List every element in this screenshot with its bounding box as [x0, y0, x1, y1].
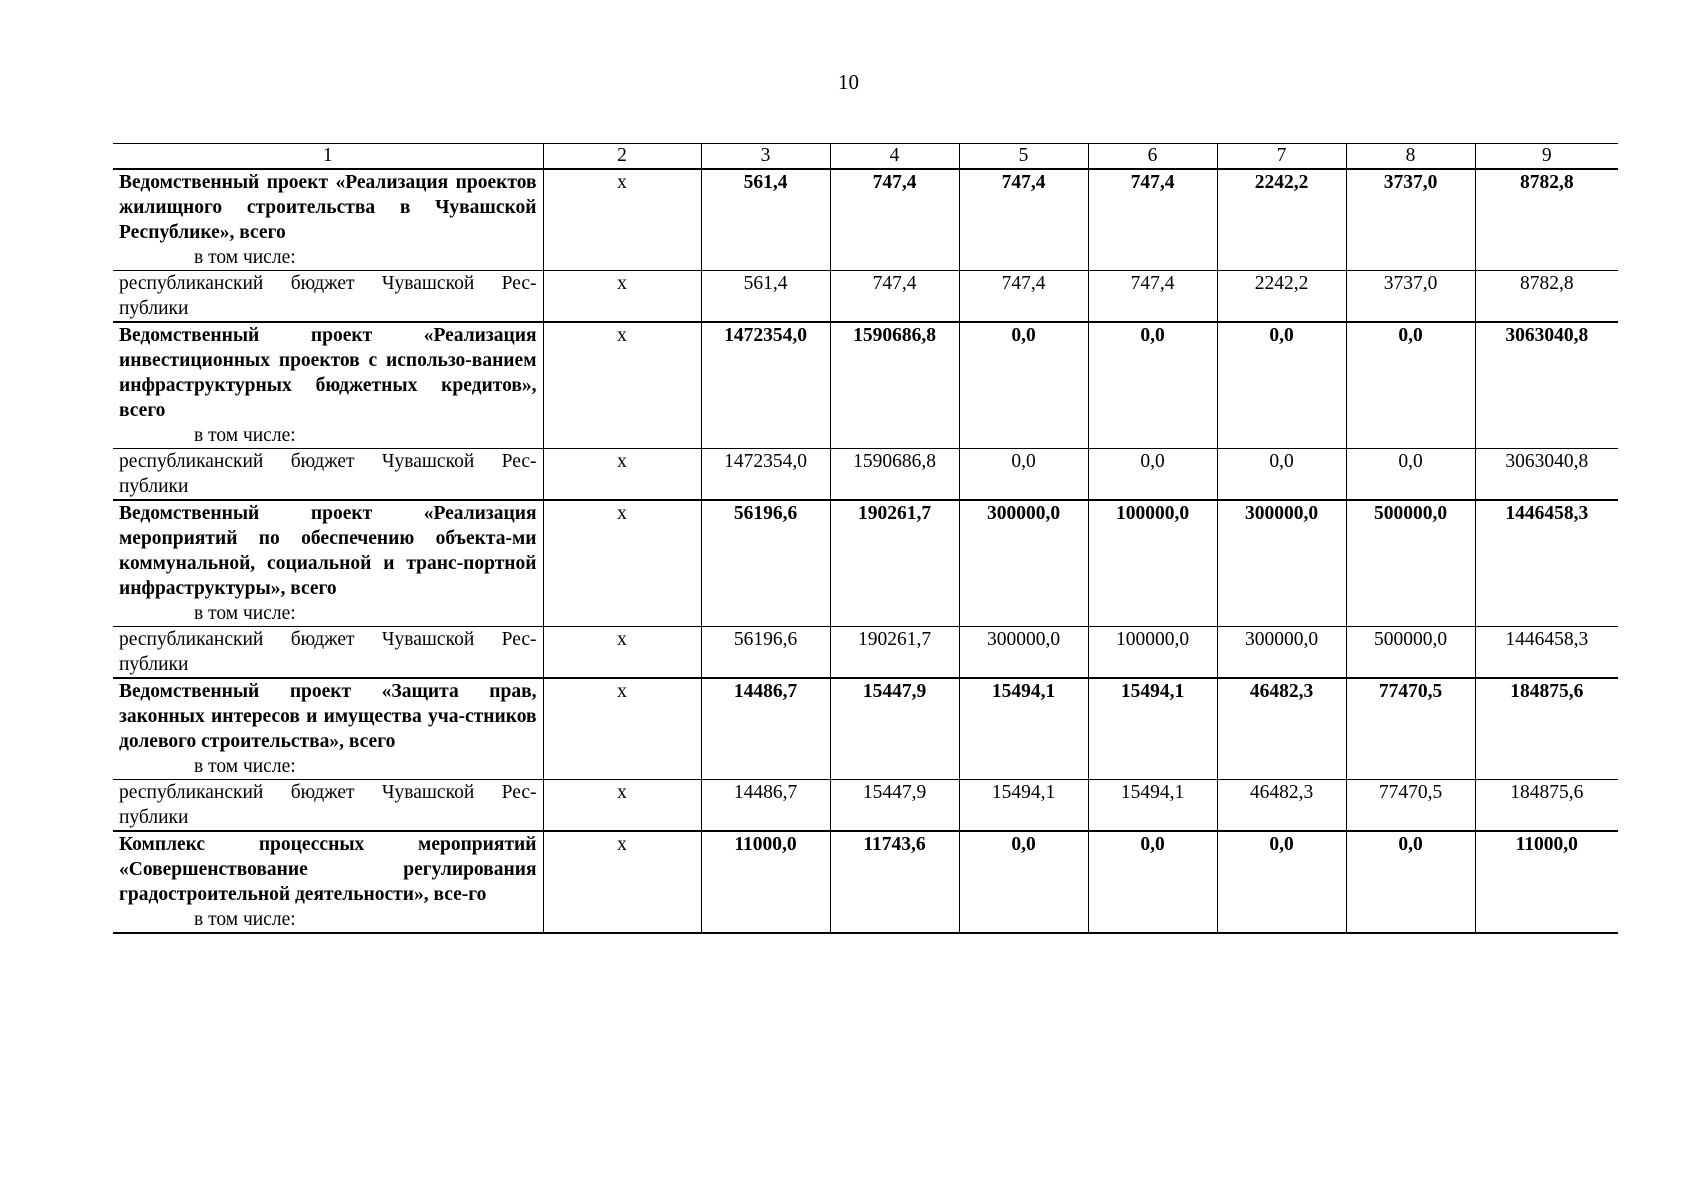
code-cell: х — [543, 678, 701, 780]
project-total-row — [113, 500, 1618, 627]
including-label: в том числе: — [194, 756, 296, 777]
value-cell: 300000,0 — [1217, 627, 1346, 679]
project-name: Ведомственный проект «Реализация инвестиционных проектов с использо-ванием инфраструктурных бюджетных кредитов», всего — [119, 325, 537, 421]
code-cell: х — [543, 449, 701, 501]
project-name-cell — [113, 678, 543, 780]
value-cell: 1590686,8 — [830, 449, 959, 501]
budget-source-row — [113, 271, 1618, 323]
value-cell: 14486,7 — [701, 780, 830, 832]
code-cell: х — [543, 322, 701, 449]
project-name: Ведомственный проект «Реализация проектов жилищного строительства в Чувашской Республике», всего — [119, 172, 537, 243]
value-cell: 100000,0 — [1088, 500, 1217, 627]
value-cell: 300000,0 — [1217, 500, 1346, 627]
value-cell: 56196,6 — [701, 627, 830, 679]
value-cell: 15494,1 — [1088, 780, 1217, 832]
including-label: в том числе: — [194, 247, 296, 268]
value-cell: 0,0 — [1088, 449, 1217, 501]
project-name: Комплекс процессных мероприятий «Совершенствование регулирования градостроительной деятельности», все-го — [119, 834, 537, 905]
value-cell: 0,0 — [1346, 322, 1475, 449]
value-cell: 3063040,8 — [1475, 322, 1618, 449]
value-cell: 56196,6 — [701, 500, 830, 627]
project-name: Ведомственный проект «Защита прав, законных интересов и имущества уча-стников долевого строительства», всего — [119, 681, 537, 752]
value-cell: 15447,9 — [830, 780, 959, 832]
value-cell: 190261,7 — [830, 500, 959, 627]
value-cell: 11000,0 — [1475, 831, 1618, 933]
project-total-row — [113, 322, 1618, 449]
including-label: в том числе: — [194, 425, 296, 446]
project-total-row — [113, 169, 1618, 271]
budget-source-row — [113, 449, 1618, 501]
code-cell: х — [543, 627, 701, 679]
value-cell: 747,4 — [830, 271, 959, 323]
project-name: Ведомственный проект «Реализация мероприятий по обеспечению объекта-ми коммунальной, социальной и транс-портной инфраструктуры», всего — [119, 503, 537, 599]
page-number: 10 — [838, 70, 859, 94]
project-total-row — [113, 678, 1618, 780]
value-cell: 0,0 — [959, 831, 1088, 933]
value-cell: 2242,2 — [1217, 271, 1346, 323]
code-cell: х — [543, 780, 701, 832]
value-cell: 1472354,0 — [701, 449, 830, 501]
value-cell: 1590686,8 — [830, 322, 959, 449]
value-cell: 3737,0 — [1346, 169, 1475, 271]
value-cell: 3737,0 — [1346, 271, 1475, 323]
value-cell: 8782,8 — [1475, 169, 1618, 271]
value-cell: 11743,6 — [830, 831, 959, 933]
value-cell: 0,0 — [1217, 831, 1346, 933]
column-number: 2 — [543, 144, 701, 170]
value-cell: 77470,5 — [1346, 780, 1475, 832]
value-cell: 0,0 — [1088, 831, 1217, 933]
value-cell: 1472354,0 — [701, 322, 830, 449]
column-number: 5 — [959, 144, 1088, 170]
value-cell: 15447,9 — [830, 678, 959, 780]
column-number: 1 — [113, 144, 543, 170]
budget-source-row — [113, 627, 1618, 679]
value-cell: 747,4 — [1088, 169, 1217, 271]
column-number: 6 — [1088, 144, 1217, 170]
value-cell: 500000,0 — [1346, 627, 1475, 679]
value-cell: 15494,1 — [959, 780, 1088, 832]
budget-table — [113, 143, 1618, 934]
column-number: 3 — [701, 144, 830, 170]
value-cell: 747,4 — [1088, 271, 1217, 323]
project-total-row — [113, 831, 1618, 933]
budget-source-name: республиканский бюджет Чувашской Рес-публики — [113, 449, 543, 501]
value-cell: 100000,0 — [1088, 627, 1217, 679]
column-number: 7 — [1217, 144, 1346, 170]
value-cell: 300000,0 — [959, 500, 1088, 627]
budget-source-name: республиканский бюджет Чувашской Рес-публики — [113, 780, 543, 832]
column-number: 4 — [830, 144, 959, 170]
value-cell: 747,4 — [959, 169, 1088, 271]
code-cell: х — [543, 831, 701, 933]
including-label: в том числе: — [194, 603, 296, 624]
project-name-cell — [113, 322, 543, 449]
value-cell: 15494,1 — [1088, 678, 1217, 780]
value-cell: 561,4 — [701, 169, 830, 271]
value-cell: 0,0 — [1346, 831, 1475, 933]
value-cell: 2242,2 — [1217, 169, 1346, 271]
value-cell: 15494,1 — [959, 678, 1088, 780]
value-cell: 1446458,3 — [1475, 500, 1618, 627]
value-cell: 0,0 — [959, 322, 1088, 449]
budget-source-row — [113, 780, 1618, 832]
column-number: 8 — [1346, 144, 1475, 170]
budget-source-name: республиканский бюджет Чувашской Рес-публики — [113, 627, 543, 679]
value-cell: 184875,6 — [1475, 678, 1618, 780]
code-cell: х — [543, 271, 701, 323]
value-cell: 77470,5 — [1346, 678, 1475, 780]
value-cell: 747,4 — [959, 271, 1088, 323]
value-cell: 0,0 — [1088, 322, 1217, 449]
value-cell: 11000,0 — [701, 831, 830, 933]
budget-source-name: республиканский бюджет Чувашской Рес-публики — [113, 271, 543, 323]
project-name-cell — [113, 500, 543, 627]
value-cell: 3063040,8 — [1475, 449, 1618, 501]
value-cell: 0,0 — [1217, 449, 1346, 501]
value-cell: 0,0 — [1346, 449, 1475, 501]
value-cell: 14486,7 — [701, 678, 830, 780]
value-cell: 8782,8 — [1475, 271, 1618, 323]
value-cell: 46482,3 — [1217, 678, 1346, 780]
code-cell: х — [543, 169, 701, 271]
project-name-cell — [113, 169, 543, 271]
project-name-cell — [113, 831, 543, 933]
value-cell: 190261,7 — [830, 627, 959, 679]
code-cell: х — [543, 500, 701, 627]
value-cell: 300000,0 — [959, 627, 1088, 679]
value-cell: 184875,6 — [1475, 780, 1618, 832]
column-number: 9 — [1475, 144, 1618, 170]
including-label: в том числе: — [194, 909, 296, 930]
value-cell: 0,0 — [1217, 322, 1346, 449]
value-cell: 747,4 — [830, 169, 959, 271]
value-cell: 0,0 — [959, 449, 1088, 501]
column-number-row — [113, 144, 1618, 170]
value-cell: 500000,0 — [1346, 500, 1475, 627]
value-cell: 1446458,3 — [1475, 627, 1618, 679]
value-cell: 561,4 — [701, 271, 830, 323]
value-cell: 46482,3 — [1217, 780, 1346, 832]
